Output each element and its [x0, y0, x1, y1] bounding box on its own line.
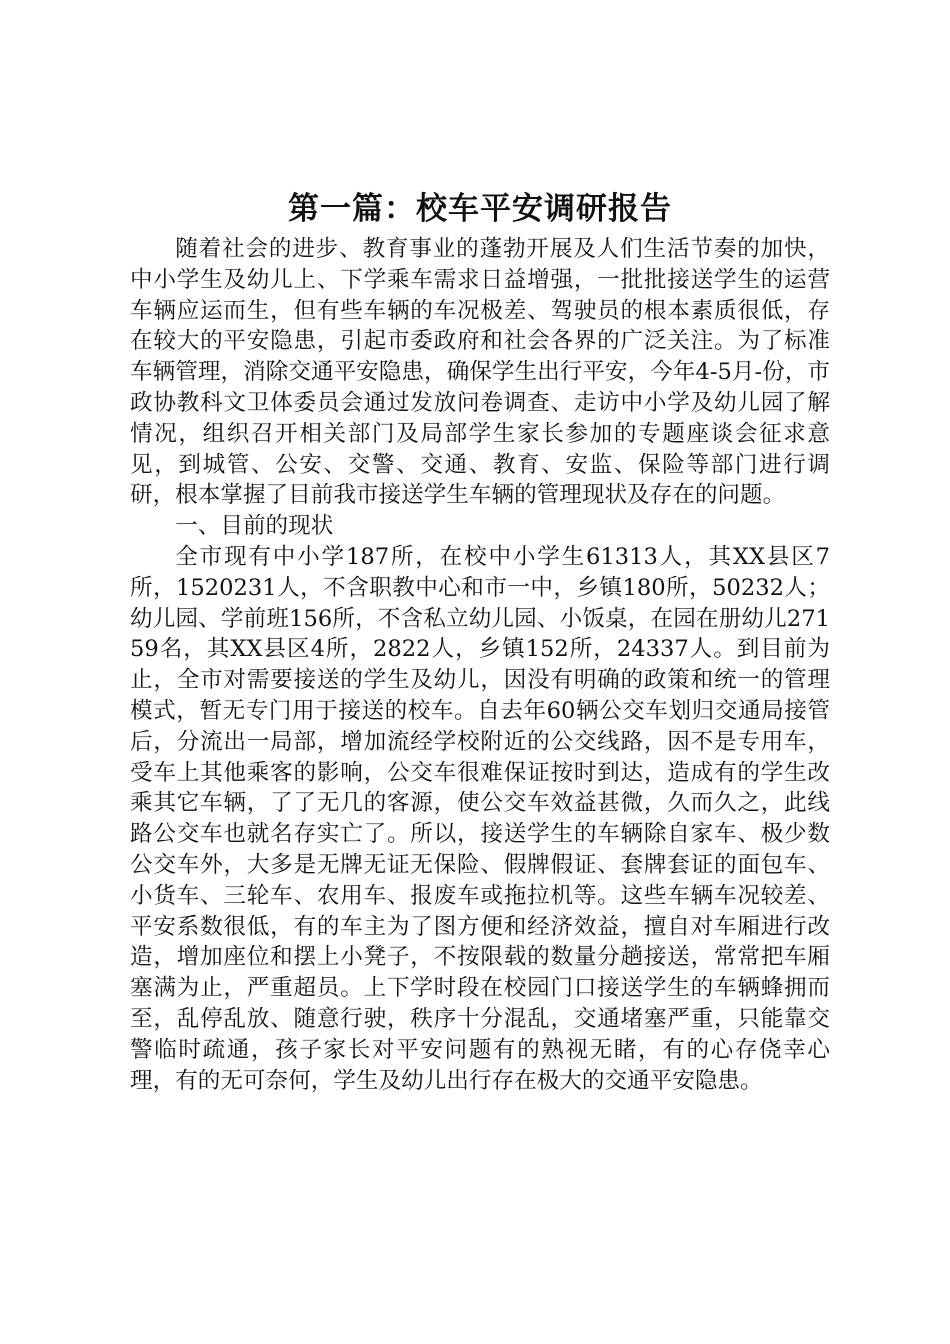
document-title: 第一篇：校车平安调研报告: [288, 191, 672, 227]
section-paragraph: 全市现有中小学187所，在校中小学生61313人，其XX县区7所，1520231人，不含职教中心和市一中，乡镇180所，50232人；幼儿园、学前班156所，不含私立幼儿园、小饭桌，在园在册幼儿27159名，其XX县区4所，2822人，乡镇152所，24337人。到目前为止，全市对需要接送的学生及幼儿，因没有明确的政策和统一的管理模式，暂无专门用于接送的校车。自去年60辆公交车划归交通局接管后，分流出一局部，增加流经学校附近的公交线路，因不是专用车，受车上其他乘客的影响，公交车很难保证按时到达，造成有的学生改乘其它车辆，了了无几的客源，使公交车效益甚微，久而久之，此线路公交车也就名存实亡了。所以，接送学生的车辆除自家车、极少数公交车外，大多是无牌无证无保险、假牌假证、套牌套证的面包车、小货车、三轮车、农用车、报废车或拖拉机等。这些车辆车况较差、平安系数很低，有的车主为了图方便和经济效益，擅自对车厢进行改造，增加座位和摆上小凳子，不按限载的数量分趟接送，常常把车厢塞满为止，严重超员。上下学时段在校园门口接送学生的车辆蜂拥而至，乱停乱放、随意行驶，秩序十分混乱，交通堵塞严重，只能靠交警临时疏通，孩子家长对平安问题有的熟视无睹，有的心存侥幸心理，有的无可奈何，学生及幼儿出行存在极大的交通平安隐患。: [130, 543, 830, 1094]
document-page: [130, 188, 830, 1096]
intro-paragraph: 随着社会的进步、教育事业的蓬勃开展及人们生活节奏的加快，中小学生及幼儿上、下学乘车需求日益增强，一批批接送学生的运营车辆应运而生，但有些车辆的车况极差、驾驶员的根本素质很低，存在较大的平安隐患，引起市委政府和社会各界的广泛关注。为了标准车辆管理，消除交通平安隐患，确保学生出行平安，今年4-5月-份，市政协教科文卫体委员会通过发放问卷调查、走访中小学及幼儿园了解情况，组织召开相关部门及局部学生家长参加的专题座谈会征求意见，到城管、公安、交警、交通、教育、安监、保险等部门进行调研，根本掌握了目前我市接送学生车辆的管理现状及存在的问题。: [130, 236, 830, 509]
section-heading: 一、目前的现状: [175, 513, 334, 540]
